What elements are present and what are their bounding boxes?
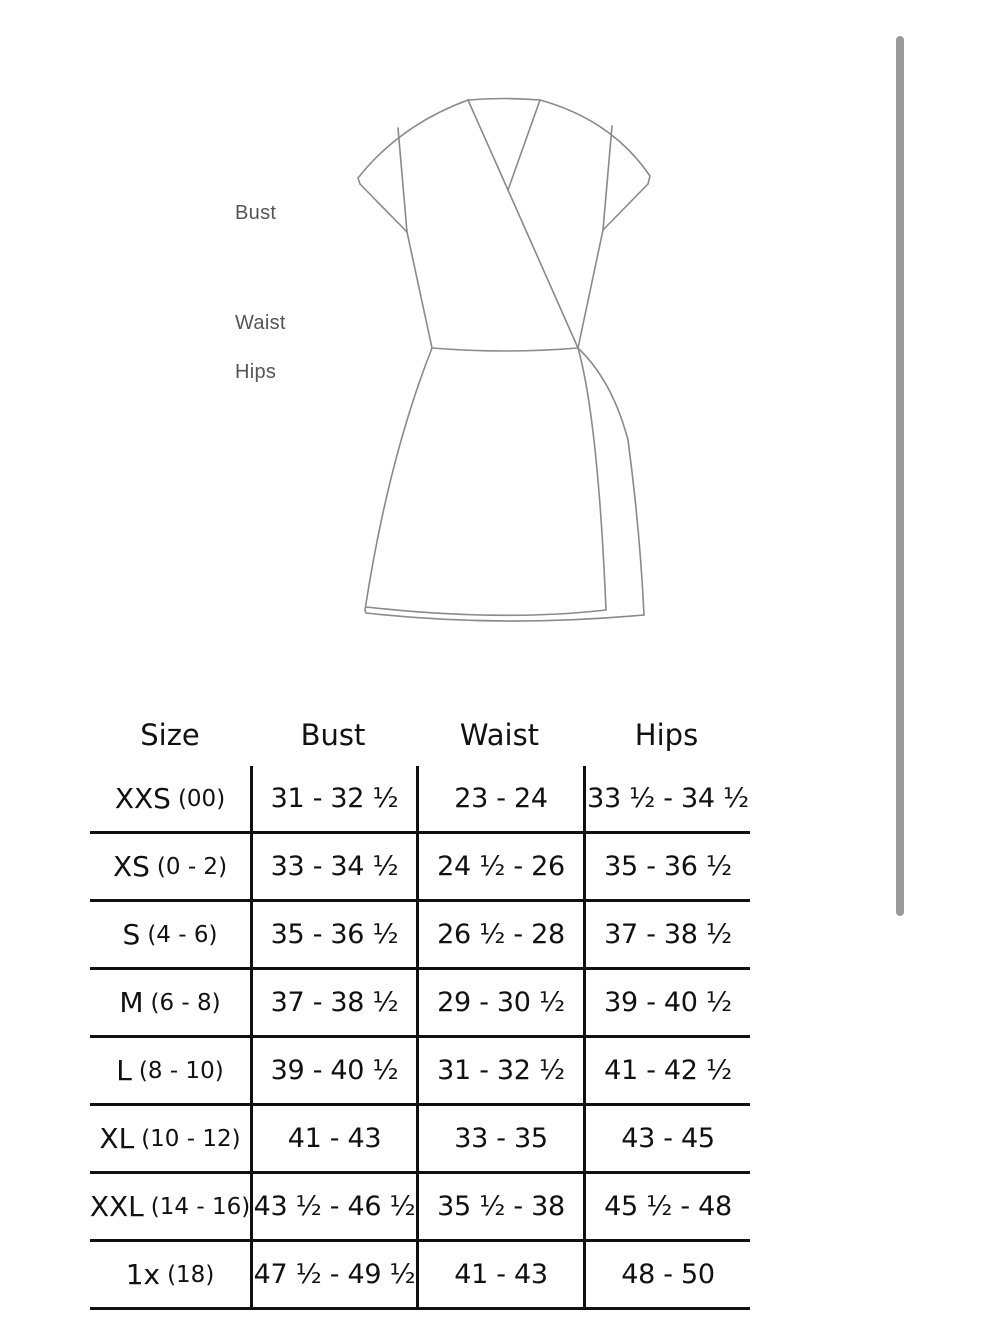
size-cell [90, 970, 250, 1035]
bust-cell: 43 ½ - 46 ½ [250, 1174, 416, 1239]
size-range-label: (10 - 12) [141, 1125, 241, 1152]
size-label: L [116, 1054, 132, 1087]
skirt-overlap [578, 348, 606, 610]
size-cell [90, 1174, 250, 1239]
size-range-label: (14 - 16) [150, 1193, 250, 1220]
dress-diagram [340, 80, 670, 640]
size-label: XXL [90, 1190, 144, 1223]
waist-cell: 35 ½ - 38 [416, 1174, 583, 1239]
bodice-right-side [578, 230, 603, 348]
hips-cell: 43 - 45 [583, 1106, 750, 1171]
wrap-front-left [468, 100, 508, 190]
size-range-label: (0 - 2) [156, 853, 228, 880]
size-cell [90, 1242, 250, 1307]
waist-cell: 23 - 24 [416, 766, 583, 831]
size-label: XXS [114, 782, 171, 815]
hips-cell: 39 - 40 ½ [583, 970, 750, 1035]
size-cell [90, 834, 250, 899]
size-range-label: (18) [167, 1261, 215, 1288]
header-bust: Bust [300, 718, 366, 752]
wrap-front-right [508, 100, 540, 190]
wrap-diagonal [508, 190, 578, 348]
size-label: 1x [125, 1258, 161, 1291]
table-row [90, 1106, 750, 1174]
bust-cell: 41 - 43 [250, 1106, 416, 1171]
left-sleeve [358, 100, 468, 232]
waist-cell: 41 - 43 [416, 1242, 583, 1307]
bust-cell: 33 - 34 ½ [250, 834, 416, 899]
skirt-right-side [578, 348, 644, 615]
hips-cell: 41 - 42 ½ [583, 1038, 750, 1103]
table-row [90, 1174, 750, 1242]
table-row [90, 766, 750, 834]
waist-cell: 31 - 32 ½ [416, 1038, 583, 1103]
size-cell [90, 902, 250, 967]
table-row [90, 1038, 750, 1106]
table-body [90, 766, 750, 1310]
right-sleeve [540, 100, 650, 230]
hips-label: Hips [235, 361, 277, 383]
table-row [90, 902, 750, 970]
bust-cell: 37 - 38 ½ [250, 970, 416, 1035]
size-label: M [119, 986, 144, 1019]
skirt-left-side [365, 348, 432, 610]
waist-label: Waist [235, 312, 286, 334]
header-waist: Waist [459, 718, 540, 752]
scrollbar-thumb[interactable] [896, 36, 904, 916]
size-range-label: (6 - 8) [150, 989, 221, 1016]
hips-cell: 48 - 50 [583, 1242, 750, 1307]
size-chart-table [90, 700, 750, 1310]
table-row [90, 1242, 750, 1310]
waist-cell: 26 ½ - 28 [416, 902, 583, 967]
waist-cell: 24 ½ - 26 [416, 834, 583, 899]
skirt-hem-inner [366, 607, 606, 615]
bust-label: Bust [235, 202, 277, 224]
hips-cell: 37 - 38 ½ [583, 902, 750, 967]
table-row [90, 970, 750, 1038]
size-cell [90, 766, 250, 831]
size-cell [90, 1038, 250, 1103]
bust-cell: 35 - 36 ½ [250, 902, 416, 967]
left-armhole [398, 128, 407, 232]
table-header-row [90, 700, 750, 766]
size-range-label: (8 - 10) [138, 1057, 224, 1084]
header-hips: Hips [634, 718, 699, 752]
size-cell [90, 1106, 250, 1171]
size-label: XS [112, 850, 150, 883]
waistband [432, 348, 578, 351]
neckline [468, 99, 540, 101]
bust-cell: 47 ½ - 49 ½ [250, 1242, 416, 1307]
hips-cell: 35 - 36 ½ [583, 834, 750, 899]
waist-cell: 33 - 35 [416, 1106, 583, 1171]
hips-cell: 45 ½ - 48 [583, 1174, 750, 1239]
size-range-label: (4 - 6) [147, 921, 218, 948]
bust-cell: 31 - 32 ½ [250, 766, 416, 831]
right-armhole [603, 126, 612, 230]
hips-cell: 33 ½ - 34 ½ [583, 766, 750, 831]
bodice-left-side [407, 232, 432, 348]
bust-cell: 39 - 40 ½ [250, 1038, 416, 1103]
size-label: XL [99, 1122, 135, 1155]
waist-cell: 29 - 30 ½ [416, 970, 583, 1035]
size-range-label: (00) [177, 785, 226, 812]
header-size: Size [140, 718, 200, 752]
size-label: S [122, 918, 141, 951]
table-row [90, 834, 750, 902]
